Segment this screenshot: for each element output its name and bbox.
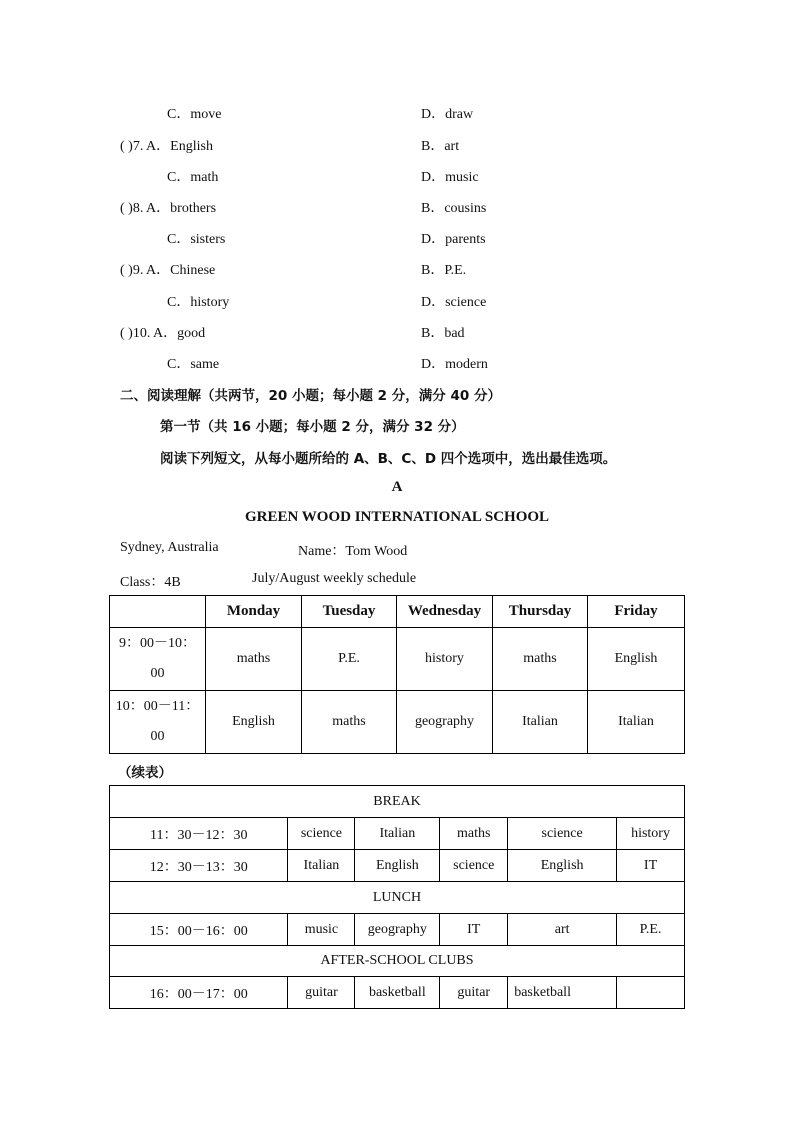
school-title: GREEN WOOD INTERNATIONAL SCHOOL	[244, 509, 550, 525]
club-cell: basketball	[355, 977, 440, 1009]
time-cell: 16：00－17：00	[110, 977, 288, 1009]
option-d-q10: D．modern	[421, 357, 488, 372]
lesson-cell: English	[206, 691, 302, 754]
break-label: BREAK	[110, 786, 685, 818]
lesson-cell: geography	[397, 691, 493, 754]
club-cell	[617, 977, 685, 1009]
table-row	[110, 977, 685, 1009]
question-8: ( )8. A．brothers	[120, 201, 217, 216]
time-start: 9：00－10：	[119, 636, 196, 651]
time-cell	[110, 628, 206, 691]
lunch-label: LUNCH	[110, 882, 685, 914]
part-heading: 第一节（共 16 小题；每小题 2 分，满分 32 分）	[160, 419, 465, 435]
header-friday: Friday	[588, 596, 685, 628]
lesson-cell: Italian	[588, 691, 685, 754]
schedule-label: July/August weekly schedule	[252, 571, 417, 586]
table-header-row	[110, 596, 685, 628]
lesson-cell: maths	[302, 691, 397, 754]
option-b-q10: B．bad	[421, 326, 465, 341]
option-b-q9: B．P.E.	[421, 263, 467, 278]
time-cell: 12：30－13：30	[110, 850, 288, 882]
break-row	[110, 786, 685, 818]
header-wednesday: Wednesday	[397, 596, 493, 628]
club-cell: guitar	[288, 977, 355, 1009]
option-d-q6: D．draw	[421, 107, 474, 122]
lesson-cell: IT	[440, 914, 508, 946]
lesson-cell: science	[508, 818, 617, 850]
table-row	[110, 628, 685, 691]
header-cell-empty	[110, 596, 206, 628]
lesson-cell: maths	[493, 628, 588, 691]
club-cell: basketball	[508, 977, 617, 1009]
section-heading: 二、阅读理解（共两节，20 小题；每小题 2 分，满分 40 分）	[120, 388, 501, 404]
class-text: Class：4B	[120, 575, 181, 590]
time-cell	[110, 691, 206, 754]
passage-letter: A	[391, 479, 403, 495]
lesson-cell: history	[397, 628, 493, 691]
lunch-row	[110, 882, 685, 914]
student-name: Name：Tom Wood	[298, 544, 408, 559]
option-d-q9: D．science	[421, 295, 487, 310]
header-monday: Monday	[206, 596, 302, 628]
lesson-cell: Italian	[355, 818, 440, 850]
schedule-table-main	[109, 595, 685, 754]
instruction-text: 阅读下列短文，从每小题所给的 A、B、C、D 四个选项中，选出最佳选项。	[160, 451, 617, 467]
lesson-cell: Italian	[493, 691, 588, 754]
lesson-cell: geography	[355, 914, 440, 946]
option-d-q7: D．music	[421, 170, 479, 185]
table-row	[110, 914, 685, 946]
option-c-q7: C．math	[167, 170, 219, 185]
lesson-cell: maths	[206, 628, 302, 691]
lesson-cell: Italian	[288, 850, 355, 882]
time-end: 00	[150, 666, 165, 681]
time-cell: 11：30－12：30	[110, 818, 288, 850]
lesson-cell: history	[617, 818, 685, 850]
option-c-q9: C．history	[167, 295, 230, 310]
table-row	[110, 691, 685, 754]
lesson-cell: science	[440, 850, 508, 882]
lesson-cell: music	[288, 914, 355, 946]
clubs-label: AFTER-SCHOOL CLUBS	[110, 946, 685, 977]
lesson-cell: English	[355, 850, 440, 882]
lesson-cell: maths	[440, 818, 508, 850]
question-10: ( )10. A．good	[120, 326, 206, 341]
question-9: ( )9. A．Chinese	[120, 263, 216, 278]
table-row	[110, 818, 685, 850]
schedule-table-continued	[109, 785, 685, 1009]
lesson-cell: English	[508, 850, 617, 882]
header-thursday: Thursday	[493, 596, 588, 628]
time-end: 00	[150, 729, 165, 744]
lesson-cell: P.E.	[302, 628, 397, 691]
lesson-cell: science	[288, 818, 355, 850]
lesson-cell: art	[508, 914, 617, 946]
time-start: 10：00－11：	[115, 699, 200, 714]
lesson-cell: P.E.	[617, 914, 685, 946]
time-cell: 15：00－16：00	[110, 914, 288, 946]
clubs-row	[110, 946, 685, 977]
option-c-q8: C．sisters	[167, 232, 226, 247]
header-tuesday: Tuesday	[302, 596, 397, 628]
question-7: ( )7. A．English	[120, 139, 213, 154]
table-row	[110, 850, 685, 882]
continued-label: （续表）	[118, 765, 172, 781]
club-cell: guitar	[440, 977, 508, 1009]
lesson-cell: English	[588, 628, 685, 691]
option-c-q6: C．move	[167, 107, 222, 122]
option-b-q8: B．cousins	[421, 201, 487, 216]
location-text: Sydney, Australia	[120, 540, 219, 555]
option-d-q8: D．parents	[421, 232, 486, 247]
option-b-q7: B．art	[421, 139, 460, 154]
option-c-q10: C．same	[167, 357, 220, 372]
lesson-cell: IT	[617, 850, 685, 882]
